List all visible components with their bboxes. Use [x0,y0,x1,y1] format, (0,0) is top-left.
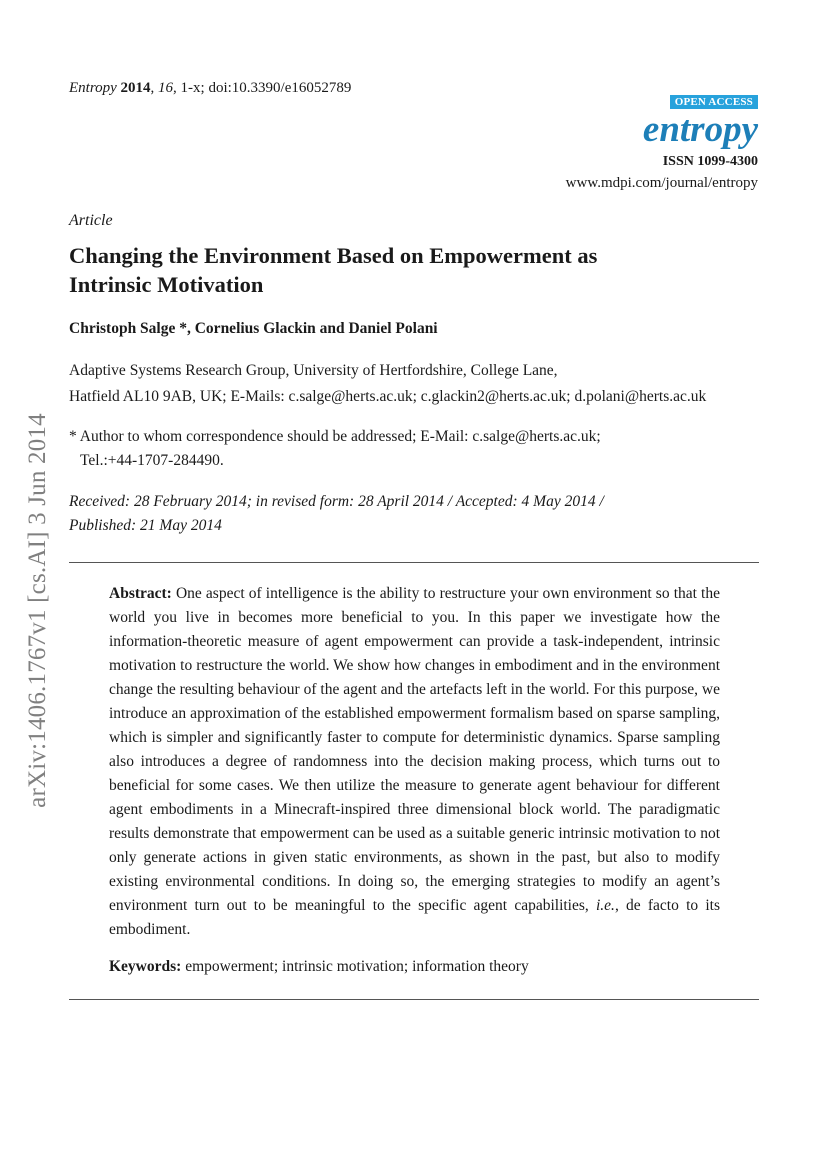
abstract-text: One aspect of intelligence is the ability to restructure your own environment so that the world you live in becomes more beneficial to you. In this paper we investigate how the information-theoretic measure of agent empowerment can provide a task-independent, intrinsic motivation to restructure the world. We show how changes in embodiment and in the environment change the resulting behaviour of the agent and the artefacts left in the world. For this purpose, we introduce an approximation of the established empowerment formalism based on sparse sampling, which is simpler and significantly faster to compute for deterministic dynamics. Sparse sampling also introduces a degree of randomness into the decision making process, which turns out to beneficial for some cases. We then utilize the measure to generate agent behaviour for different agent embodiments in a Minecraft-inspired three dimensional block world. The paradigmatic results demonstrate that empowerment can be used as a suitable generic intrinsic motivation to not only generate actions in given static environments, as shown in the past, but also to modify existing environmental conditions. In doing so, the emerging strategies to modify an agent’s environment turn out to be meaningful to the specific agent capabilities, [109,585,720,914]
abstract-ie: i.e. [596,897,615,914]
open-access-badge: OPEN ACCESS [670,95,758,109]
abstract-text-end: , de facto to its embodiment. [109,897,720,938]
journal-website-link[interactable]: www.mdpi.com/journal/entropy [565,175,758,191]
article-type: Article [69,212,113,229]
correspondence-line2: Tel.:+44-1707-284490. [80,452,224,469]
issn: ISSN 1099-4300 [662,154,758,169]
keywords-text: empowerment; intrinsic motivation; information theory [181,958,529,975]
dates-line2: Published: 21 May 2014 [69,517,222,534]
paper-title [69,241,709,299]
abstract-block [109,582,720,942]
correspondence-note [69,425,601,473]
publication-dates [69,490,604,538]
keywords [109,958,529,976]
journal-reference: Entropy 2014, 16, 1-x; doi:10.3390/e16052789 [69,80,352,96]
arxiv-identifier: arXiv:1406.1767v1 [cs.AI] 3 Jun 2014 [24,413,51,808]
top-divider [69,562,759,563]
journal-logo: entropy [642,109,758,150]
author-list: Christoph Salge *, Cornelius Glackin and Daniel Polani [69,320,438,337]
journal-year: 2014 [120,80,151,96]
paper-title-line1: Changing the Environment Based on Empowerment as [69,243,598,268]
journal-volume: 16 [158,80,174,96]
dates-line1: Received: 28 February 2014; in revised form: 28 April 2014 / Accepted: 4 May 2014 / [69,493,604,510]
paper-title-line2: Intrinsic Motivation [69,272,264,297]
affiliation-line1: Adaptive Systems Research Group, University of Hertfordshire, College Lane, [69,362,558,379]
journal-name: Entropy [69,80,117,96]
journal-pages-doi: , 1-x; doi:10.3390/e16052789 [173,80,352,96]
affiliation-line2: Hatfield AL10 9AB, UK; E-Mails: c.salge@herts.ac.uk; c.glackin2@herts.ac.uk; d.polani@herts.ac.uk [69,388,707,405]
bottom-divider [69,999,759,1000]
arxiv-sidebar [20,388,56,833]
keywords-label: Keywords: [109,958,182,975]
affiliation [69,358,706,410]
abstract-label: Abstract: [109,585,172,602]
correspondence-line1: * Author to whom correspondence should be addressed; E-Mail: c.salge@herts.ac.uk; [69,428,601,445]
